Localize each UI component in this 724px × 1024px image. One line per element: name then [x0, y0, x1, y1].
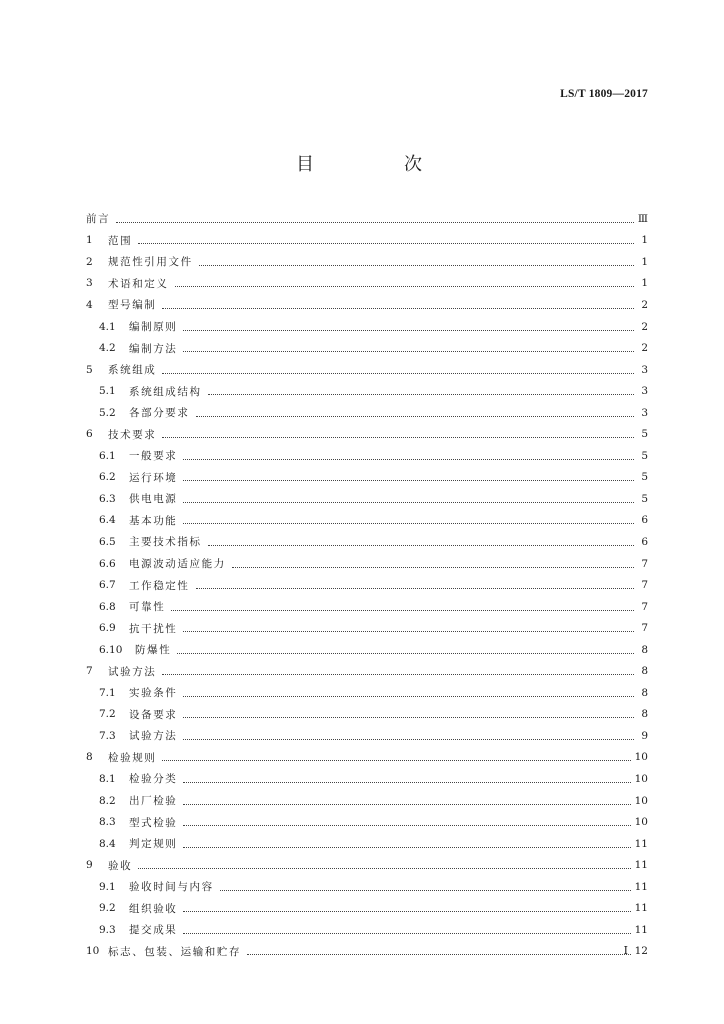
toc-entry-page: 1 — [641, 277, 648, 290]
toc-entry[interactable] — [86, 510, 648, 532]
dot-leader — [183, 924, 630, 936]
toc-entry[interactable] — [86, 682, 648, 704]
toc-entry-title: 型式检验 — [129, 816, 178, 829]
toc-entry-page: 7 — [641, 557, 648, 570]
toc-entry-title: 设备要求 — [129, 708, 178, 721]
dot-leader — [183, 795, 630, 807]
dot-leader — [162, 428, 634, 440]
toc-entry-title: 基本功能 — [129, 514, 178, 527]
toc-entry-page: 7 — [641, 600, 648, 613]
toc-entry-title: 规范性引用文件 — [108, 256, 193, 269]
toc-entry[interactable] — [86, 337, 648, 359]
dot-leader — [138, 234, 634, 246]
toc-entry[interactable] — [86, 898, 648, 920]
toc-entry[interactable] — [86, 230, 648, 252]
toc-entry-number: 4 — [86, 298, 93, 311]
toc-entry-number: 3 — [86, 277, 93, 290]
toc-entry[interactable] — [86, 876, 648, 898]
toc-entry-page: 5 — [641, 492, 648, 505]
toc-entry-title: 供电电源 — [129, 493, 178, 506]
toc-entry-number: 10 — [86, 945, 100, 958]
toc-entry-page: 11 — [634, 859, 648, 872]
toc-entry-number: 7.3 — [99, 729, 116, 742]
dot-leader — [177, 644, 634, 656]
toc-entry-number: 6.1 — [99, 449, 116, 462]
toc-entry-number: 9.3 — [99, 923, 116, 936]
dot-leader — [247, 945, 631, 957]
toc-entry[interactable] — [86, 553, 648, 575]
toc-entry[interactable] — [86, 704, 648, 726]
toc-entry-title: 出厂检验 — [129, 795, 178, 808]
toc-entry-number: 7 — [86, 665, 93, 678]
toc-entry-number: 5 — [86, 363, 93, 376]
toc-entry-number: 5.2 — [99, 406, 116, 419]
table-of-contents — [86, 208, 648, 962]
toc-entry-number: 2 — [86, 255, 93, 268]
toc-entry-title: 技术要求 — [108, 428, 157, 441]
toc-entry-page: 11 — [634, 902, 648, 915]
toc-entry-page: 3 — [641, 385, 648, 398]
page-number: I — [623, 944, 628, 957]
toc-entry-page: 10 — [634, 772, 648, 785]
dot-leader — [183, 493, 634, 505]
toc-entry[interactable] — [86, 294, 648, 316]
toc-entry[interactable] — [86, 790, 648, 812]
toc-entry[interactable] — [86, 854, 648, 876]
toc-entry-page: 1 — [641, 234, 648, 247]
dot-leader — [183, 342, 634, 354]
toc-entry-page: 8 — [641, 686, 648, 699]
toc-entry[interactable] — [86, 445, 648, 467]
toc-entry-number: 6.5 — [99, 535, 116, 548]
toc-entry-title: 验收 — [108, 859, 133, 872]
toc-entry-page: 11 — [634, 837, 648, 850]
toc-entry[interactable] — [86, 747, 648, 769]
toc-entry-page: 9 — [641, 729, 648, 742]
dot-leader — [183, 816, 630, 828]
toc-entry[interactable] — [86, 617, 648, 639]
toc-entry-number: 8.1 — [99, 772, 116, 785]
toc-entry-page: Ⅲ — [637, 212, 648, 225]
toc-entry[interactable] — [86, 359, 648, 381]
toc-entry-number: 9 — [86, 859, 93, 872]
dot-leader — [196, 579, 635, 591]
toc-entry[interactable] — [86, 725, 648, 747]
toc-entry-page: 2 — [641, 298, 648, 311]
toc-entry-title: 判定规则 — [129, 838, 178, 851]
toc-entry-title: 验收时间与内容 — [129, 881, 214, 894]
toc-entry-number: 6.10 — [99, 643, 123, 656]
dot-leader — [183, 708, 634, 720]
dot-leader — [138, 859, 630, 871]
toc-entry-title: 编制方法 — [129, 342, 178, 355]
toc-entry[interactable] — [86, 467, 648, 489]
standard-code: LS/T 1809—2017 — [560, 88, 648, 100]
toc-entry[interactable] — [86, 531, 648, 553]
toc-entry-page: 11 — [634, 880, 648, 893]
toc-entry-page: 5 — [641, 449, 648, 462]
toc-entry-page: 1 — [641, 255, 648, 268]
toc-entry-title: 运行环境 — [129, 471, 178, 484]
toc-entry-number: 9.2 — [99, 902, 116, 915]
toc-entry-page: 10 — [634, 751, 648, 764]
dot-leader — [183, 471, 634, 483]
toc-entry-number: 4.2 — [99, 342, 116, 355]
toc-entry-title: 组织验收 — [129, 902, 178, 915]
toc-entry-number: 6.9 — [99, 622, 116, 635]
toc-entry[interactable] — [86, 488, 648, 510]
toc-entry-page: 3 — [641, 363, 648, 376]
toc-entry-title: 检验分类 — [129, 773, 178, 786]
page-title: 目 次 — [296, 154, 458, 175]
toc-entry[interactable] — [86, 768, 648, 790]
toc-entry-page: 6 — [641, 514, 648, 527]
dot-leader — [199, 256, 634, 268]
toc-entry-title: 检验规则 — [108, 751, 157, 764]
toc-entry-number: 8.4 — [99, 837, 116, 850]
toc-entry[interactable] — [86, 811, 648, 833]
dot-leader — [183, 902, 630, 914]
toc-entry-number: 4.1 — [99, 320, 116, 333]
toc-entry-title: 前言 — [86, 213, 111, 226]
toc-entry[interactable] — [86, 273, 648, 295]
toc-entry-title: 标志、包装、运输和贮存 — [108, 945, 242, 958]
toc-entry-title: 术语和定义 — [108, 277, 169, 290]
dot-leader — [162, 364, 634, 376]
toc-entry-page: 11 — [634, 923, 648, 936]
dot-leader — [183, 514, 634, 526]
dot-leader — [162, 751, 630, 763]
toc-entry[interactable] — [86, 380, 648, 402]
toc-entry-number: 6.6 — [99, 557, 116, 570]
dot-leader — [196, 407, 635, 419]
toc-entry-title: 工作稳定性 — [129, 579, 190, 592]
toc-entry-number: 5.1 — [99, 385, 116, 398]
toc-entry-number: 6.7 — [99, 579, 116, 592]
toc-entry-page: 6 — [641, 535, 648, 548]
toc-entry[interactable] — [86, 596, 648, 618]
toc-entry-number: 8 — [86, 751, 93, 764]
toc-entry[interactable] — [86, 919, 648, 941]
toc-entry-title: 实验条件 — [129, 687, 178, 700]
toc-entry-page: 10 — [634, 794, 648, 807]
toc-entry-number: 1 — [86, 234, 93, 247]
toc-entry-title: 试验方法 — [108, 665, 157, 678]
toc-entry-page: 5 — [641, 471, 648, 484]
dot-leader — [183, 450, 634, 462]
toc-entry-title: 主要技术指标 — [129, 536, 202, 549]
dot-leader — [232, 558, 634, 570]
toc-entry-title: 抗干扰性 — [129, 622, 178, 635]
dot-leader — [183, 622, 634, 634]
toc-entry-number: 6.2 — [99, 471, 116, 484]
toc-entry[interactable] — [86, 423, 648, 445]
toc-entry[interactable] — [86, 941, 648, 963]
dot-leader — [220, 881, 631, 893]
toc-entry[interactable] — [86, 660, 648, 682]
toc-entry-page: 12 — [634, 945, 648, 958]
toc-entry-number: 6.3 — [99, 492, 116, 505]
toc-entry[interactable] — [86, 574, 648, 596]
toc-entry[interactable] — [86, 316, 648, 338]
toc-entry-page: 8 — [641, 665, 648, 678]
dot-leader — [171, 601, 634, 613]
toc-entry-page: 8 — [641, 708, 648, 721]
toc-entry-page: 8 — [641, 643, 648, 656]
toc-entry-number: 6.8 — [99, 600, 116, 613]
toc-entry-page: 7 — [641, 579, 648, 592]
dot-leader — [183, 730, 634, 742]
toc-entry-number: 8.2 — [99, 794, 116, 807]
toc-entry-number: 7.1 — [99, 686, 116, 699]
dot-leader — [162, 665, 634, 677]
dot-leader — [208, 536, 634, 548]
toc-entry-page: 2 — [641, 320, 648, 333]
toc-entry-page: 10 — [634, 816, 648, 829]
toc-entry-page: 2 — [641, 342, 648, 355]
toc-entry-number: 6.4 — [99, 514, 116, 527]
toc-entry-number: 9.1 — [99, 880, 116, 893]
toc-entry-number: 7.2 — [99, 708, 116, 721]
toc-entry-title: 一般要求 — [129, 450, 178, 463]
toc-entry-title: 防爆性 — [135, 644, 172, 657]
toc-entry-title: 各部分要求 — [129, 407, 190, 420]
toc-entry-title: 范围 — [108, 234, 133, 247]
dot-leader — [162, 299, 634, 311]
toc-entry-title: 型号编制 — [108, 299, 157, 312]
toc-entry[interactable] — [86, 402, 648, 424]
toc-entry[interactable] — [86, 251, 648, 273]
toc-entry-title: 系统组成结构 — [129, 385, 202, 398]
toc-entry[interactable] — [86, 208, 648, 230]
toc-entry-page: 7 — [641, 622, 648, 635]
toc-entry-title: 系统组成 — [108, 364, 157, 377]
dot-leader — [183, 838, 630, 850]
toc-entry[interactable] — [86, 833, 648, 855]
dot-leader — [183, 321, 634, 333]
toc-entry-title: 电源波动适应能力 — [129, 558, 226, 571]
toc-entry-title: 提交成果 — [129, 924, 178, 937]
dot-leader — [183, 773, 630, 785]
toc-entry-page: 5 — [641, 428, 648, 441]
toc-entry-title: 试验方法 — [129, 730, 178, 743]
toc-entry-page: 3 — [641, 406, 648, 419]
dot-leader — [183, 687, 634, 699]
dot-leader — [116, 213, 634, 225]
toc-entry-title: 可靠性 — [129, 601, 166, 614]
toc-entry-number: 6 — [86, 428, 93, 441]
dot-leader — [208, 385, 634, 397]
dot-leader — [175, 277, 635, 289]
toc-entry[interactable] — [86, 639, 648, 661]
toc-entry-title: 编制原则 — [129, 321, 178, 333]
toc-entry-number: 8.3 — [99, 816, 116, 829]
